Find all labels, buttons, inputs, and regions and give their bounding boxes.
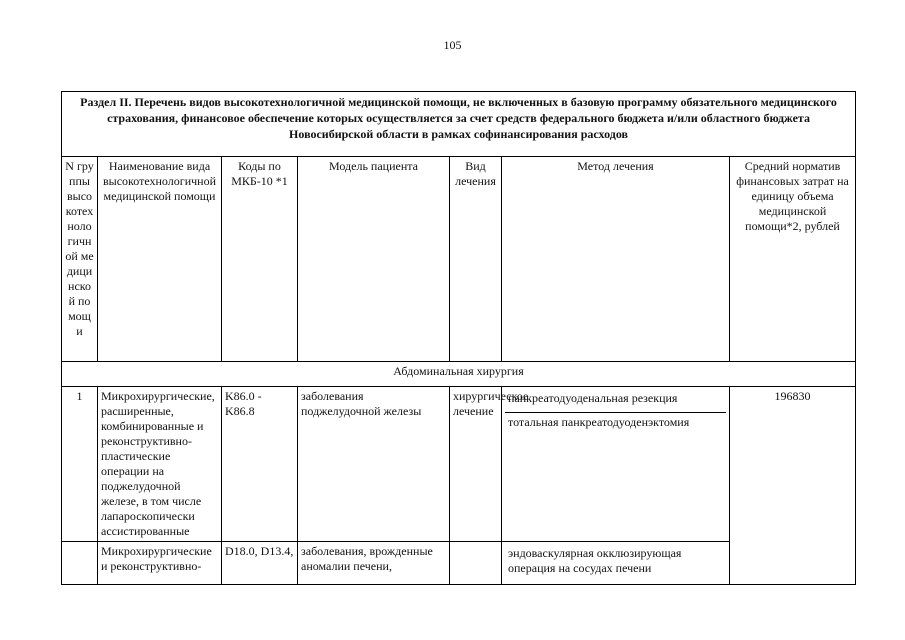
header-name: Наименование вида высокотехнологичной медицинской помощи (98, 157, 222, 362)
row-model: заболевания, врожденные аномалии печени, (298, 542, 450, 585)
header-row (62, 157, 856, 362)
row-name: Микрохирургические и реконструктивно- (98, 542, 222, 585)
row-methods (502, 387, 730, 542)
page-number: 105 (443, 38, 462, 52)
method-item: тотальная панкреатодуоденэктомия (505, 412, 726, 436)
section-title: Раздел II. Перечень видов высокотехнологичной медицинской помощи, не включенных в базовую программу обязательного медицинского страхования, финансовое обеспечение которых осуществляется за счет средств федерального бюджета и/или областного бюджета Новосибирской области в рамках софинансирования расходов (62, 92, 856, 157)
row-type (450, 542, 502, 585)
header-method: Метод лечения (502, 157, 730, 362)
header-type: Вид лечения (450, 157, 502, 362)
row-methods (502, 542, 730, 585)
header-codes: Коды по МКБ-10 *1 (222, 157, 298, 362)
header-cost: Средний норматив финансовых затрат на единицу объема медицинской помощи*2, рублей (730, 157, 856, 362)
row-name: Микрохирургические, расширенные, комбинированные и реконструктивно-пластические операции на поджелудочной железе, в том числе лапароскопически ассистированные (98, 387, 222, 542)
row-codes: K86.0 - K86.8 (222, 387, 298, 542)
row-model: заболевания поджелудочной железы (298, 387, 450, 542)
row-codes: D18.0, D13.4, (222, 542, 298, 585)
row-type: хирургическое лечение (450, 387, 502, 542)
group-title: Абдоминальная хирургия (62, 362, 856, 387)
header-model: Модель пациента (298, 157, 450, 362)
services-table (61, 91, 856, 585)
row-num: 1 (62, 387, 98, 542)
table-row (62, 387, 856, 542)
section-title-row (62, 92, 856, 157)
row-num (62, 542, 98, 585)
header-num: N группы высокотехнологичной медицинской помощи (62, 157, 98, 362)
method-item: эндоваскулярная окклюзирующая операция на сосудах печени (508, 546, 682, 575)
group-row (62, 362, 856, 387)
row-cost: 196830 (730, 387, 856, 585)
method-item: панкреатодуоденальная резекция (508, 391, 678, 405)
